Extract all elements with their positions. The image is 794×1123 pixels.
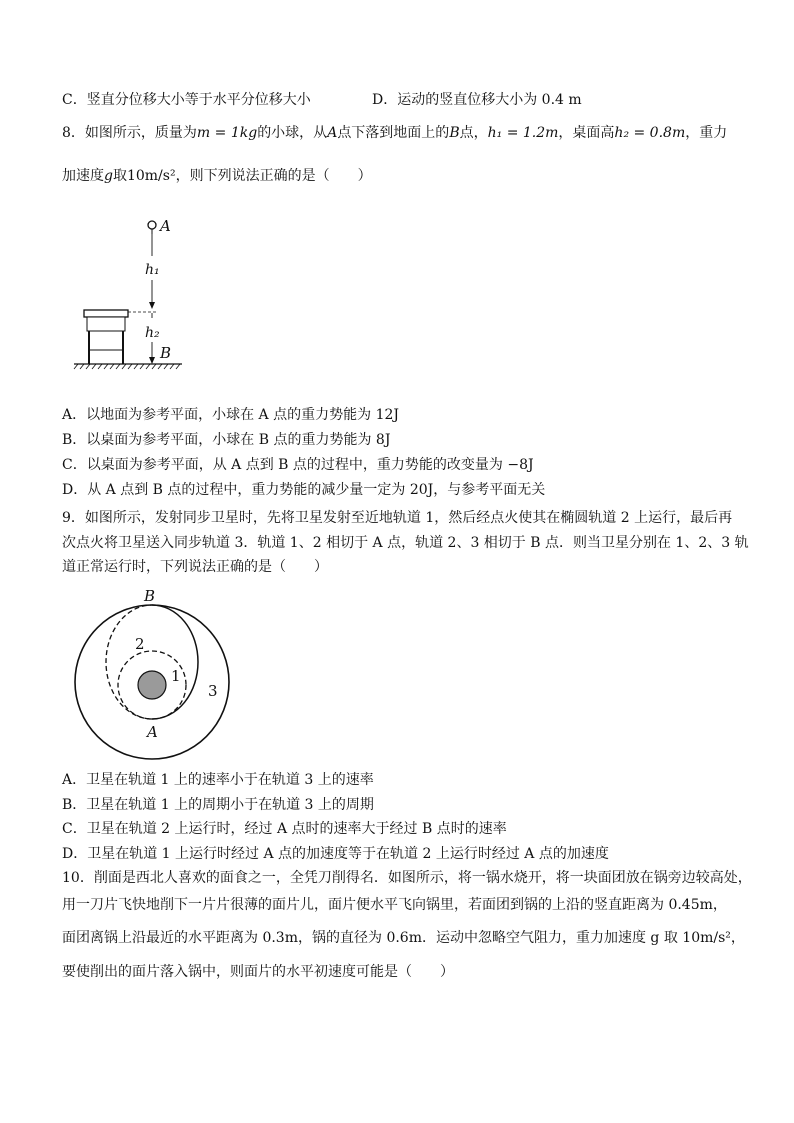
label-b: B [144,587,156,605]
q9-option-a: A．卫星在轨道 1 上的速率小于在轨道 3 上的速率 [62,772,374,788]
q8-option-b: B．以桌面为参考平面，小球在 B 点的重力势能为 8J [62,432,391,448]
label-b: B [160,344,172,362]
q9-stem-line1: 9．如图所示，发射同步卫星时，先将卫星发射至近地轨道 1，然后经点火使其在椭圆轨道 2 上运行，最后再 [62,510,733,526]
orbit-2-dashed [106,605,152,719]
q10-stem-line2: 用一刀片飞快地削下一片片很薄的面片儿，面片便水平飞向锅里，若面团到锅的上沿的竖直距离为 0.45m， [62,897,727,913]
label-h1: h₁ [145,262,160,278]
q8-option-d: D．从 A 点到 B 点的过程中，重力势能的减少量一定为 20J，与参考平面无关 [62,482,546,498]
q8-figure [70,212,190,377]
table-top [84,310,128,317]
label-a: A [147,723,158,741]
q9-option-d: D．卫星在轨道 1 上运行时经过 A 点的加速度等于在轨道 2 上运行时经过 A 点的加速度 [62,846,609,862]
q9-option-b: B．卫星在轨道 1 上的周期小于在轨道 3 上的周期 [62,797,374,813]
ball-icon [148,221,156,229]
q9-stem-line3: 道正常运行时，下列说法正确的是（ ） [62,559,328,575]
label-3: 3 [208,682,218,700]
q8-option-c: C．以桌面为参考平面，从 A 点到 B 点的过程中，重力势能的改变量为 −8J [62,457,534,473]
q7-option-d: D．运动的竖直位移大小为 0.4 m [372,92,582,108]
earth-icon [138,671,166,699]
q10-stem-line1: 10．削面是西北人喜欢的面食之一，全凭刀削得名．如图所示，将一锅水烧开，将一块面团放在锅旁边较高处， [62,870,752,886]
q8-stem-line2: 加速度g取10m/s²，则下列说法正确的是（ ） [62,168,372,184]
label-h2: h₂ [145,325,160,341]
q9-stem-line2: 次点火将卫星送入同步轨道 3．轨道 1、2 相切于 A 点，轨道 2、3 相切于 B 点．则当卫星分别在 1、2、3 轨 [62,535,749,551]
q10-stem-line4: 要使削出的面片落入锅中，则面片的水平初速度可能是（ ） [62,964,454,980]
q10-stem-line3: 面团离锅上沿最近的水平距离为 0.3m，锅的直径为 0.6m．运动中忽略空气阻力，重力加速度 g 取 10m/s²， [62,930,745,946]
q8-option-a: A．以地面为参考平面，小球在 A 点的重力势能为 12J [62,407,399,423]
q9-figure [72,585,242,760]
label-2: 2 [135,635,145,653]
label-a: A [160,217,171,235]
label-1: 1 [171,667,181,685]
q7-option-c: C．竖直分位移大小等于水平分位移大小 [62,92,311,108]
orbit-2-solid [152,605,198,719]
q9-option-c: C．卫星在轨道 2 上运行时，经过 A 点时的速率大于经过 B 点时的速率 [62,821,507,837]
q8-stem-line1: 8．如图所示，质量为m = 1kg的小球，从A点下落到地面上的B点，h₁ = 1.2m，桌面高h₂ = 0.8m，重力 [62,125,728,141]
